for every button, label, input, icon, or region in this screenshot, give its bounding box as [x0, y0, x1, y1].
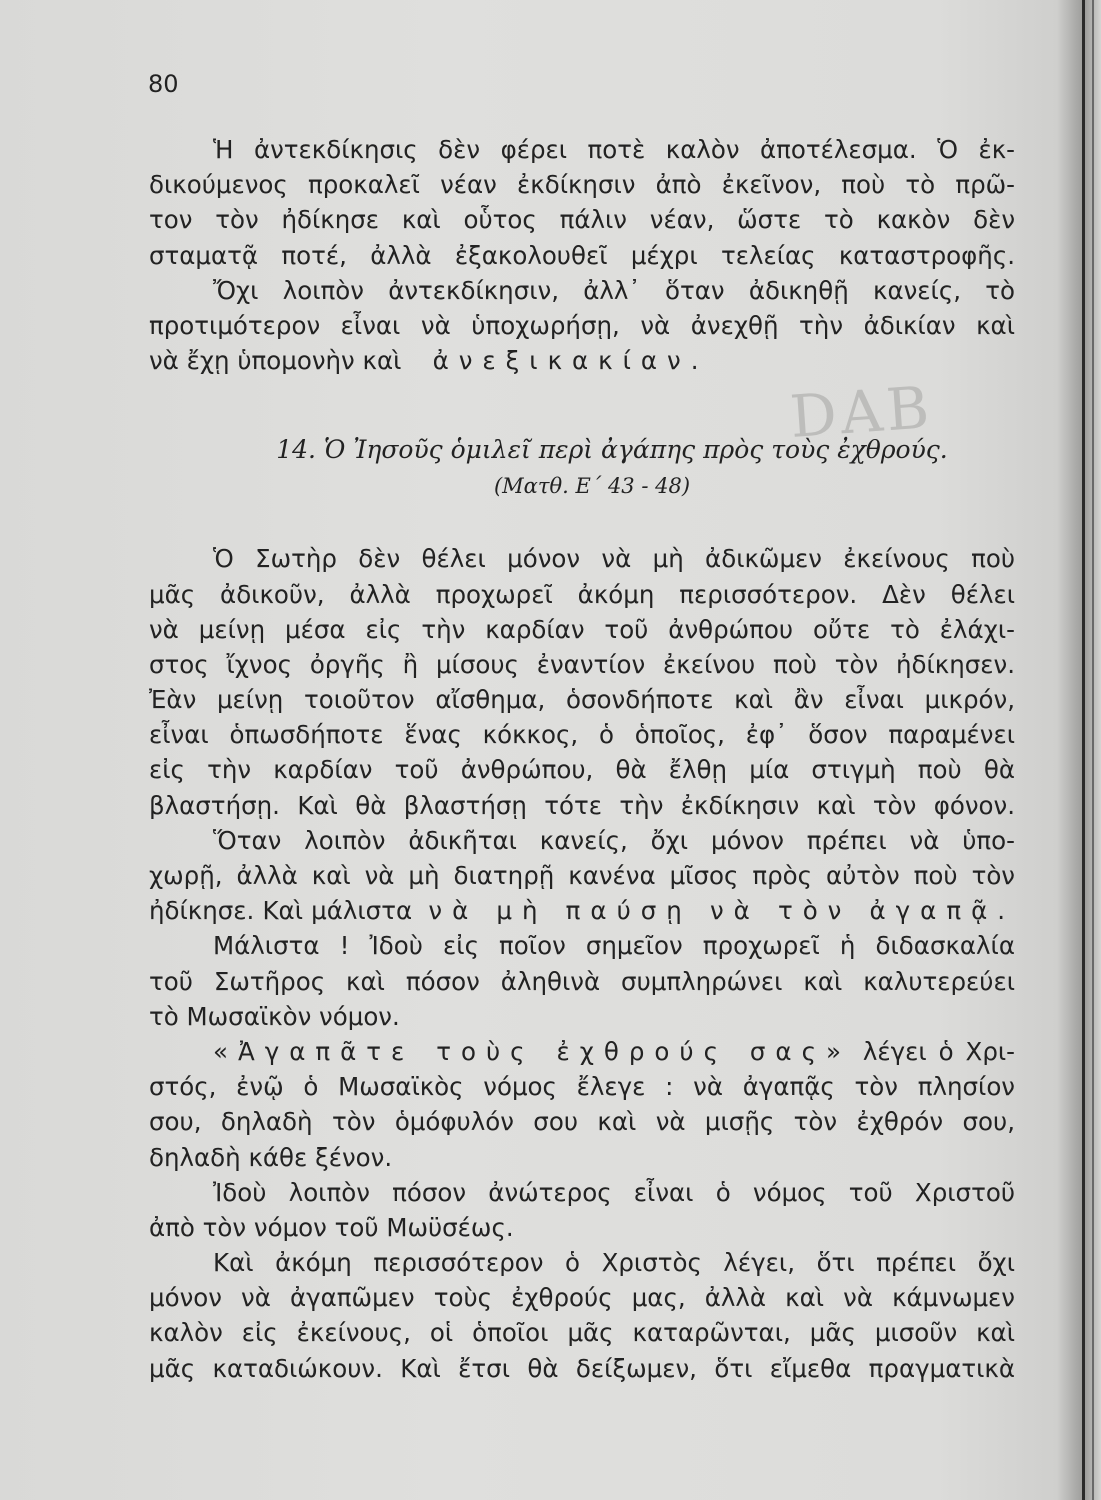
text-line: Μάλιστα ! Ἰδοὺ εἰς ποῖον σημεῖον προχωρεῖ ἡ διδασκαλία [213, 931, 1015, 961]
paragraph-1 [149, 132, 1015, 273]
page-content [149, 132, 1015, 1386]
text-line [149, 893, 1015, 928]
text-line: προτιμότερον εἶναι νὰ ὑποχωρήσῃ, νὰ ἀνεχθῇ τὴν ἀδικίαν καὶ [149, 310, 1015, 340]
emphasized-quote: «Ἀγαπᾶτε τοὺς ἐχθρούς σας» [213, 1036, 851, 1066]
paragraph-5 [149, 928, 1015, 1034]
text-line [149, 1034, 1015, 1069]
emphasized-word: ἀνεξικακίαν. [432, 346, 709, 376]
text-line: Ὄχι λοιπὸν ἀντεκδίκησιν, ἀλλ᾽ ὅταν ἀδικηθῇ κανείς, τὸ [213, 275, 1015, 305]
text-line: Ἡ ἀντεκδίκησις δὲν φέρει ποτὲ καλὸν ἀποτέλεσμα. Ὁ ἐκ- [213, 135, 1015, 164]
text-line: εἰς τὴν καρδίαν τοῦ ἀνθρώπου, θὰ ἔλθῃ μία στιγμὴ ποὺ θὰ [149, 755, 1015, 785]
text-line: βλαστήσῃ. Καὶ θὰ βλαστήσῃ τότε τὴν ἐκδίκησιν καὶ τὸν φόνον. [149, 790, 1015, 820]
text-line: Ἰδοὺ λοιπὸν πόσον ἀνώτερος εἶναι ὁ νόμος τοῦ Χριστοῦ [213, 1177, 1015, 1207]
text-line: Καὶ ἀκόμη περισσότερον ὁ Χριστὸς λέγει, ὅτι πρέπει ὄχι [213, 1248, 1015, 1278]
text-line: Ὅταν λοιπὸν ἀδικῆται κανείς, ὄχι μόνον πρέπει νὰ ὑπο- [213, 825, 1015, 855]
text-line: καλὸν εἰς ἐκείνους, οἱ ὁποῖοι μᾶς καταρῶνται, μᾶς μισοῦν καὶ [149, 1318, 1015, 1348]
paragraph-2 [149, 273, 1015, 379]
text-line: τοῦ Σωτῆρος καὶ πόσον ἀληθινὰ συμπληρώνει καὶ καλυτερεύει [149, 966, 1015, 996]
paragraph-4 [149, 823, 1015, 929]
text-line: Ὁ Σωτὴρ δὲν θέλει μόνον νὰ μὴ ἀδικῶμεν ἐκείνους ποὺ [213, 544, 1015, 574]
text-line: στός, ἐνῷ ὁ Μωσαϊκὸς νόμος ἔλεγε : νὰ ἀγαπᾷς τὸν πλησίον [149, 1072, 1015, 1102]
paragraph-3 [149, 541, 1015, 823]
text-fragment: ἠδίκησε. Καὶ μάλιστα [149, 896, 413, 926]
emphasized-phrase: νὰ μὴ παύσῃ νὰ τὸν ἀγαπᾷ. [428, 896, 1016, 926]
page-edge-shadow [1082, 0, 1085, 1500]
page-number: 80 [148, 70, 179, 98]
section-reference: (Ματθ. Ε΄ 43 - 48) [493, 474, 691, 499]
text-line: Ἐὰν μείνῃ τοιοῦτον αἴσθημα, ὁσονδήποτε καὶ ἂν εἶναι μικρόν, [149, 685, 1015, 715]
text-fragment: νὰ ἔχῃ ὑπομονὴν καὶ [149, 346, 402, 376]
text-line: ἀπὸ τὸν νόμον τοῦ Μωϋσέως. [149, 1212, 514, 1242]
paragraph-6 [149, 1034, 1015, 1175]
paragraph-7 [149, 1175, 1015, 1245]
text-line: μᾶς ἀδικοῦν, ἀλλὰ προχωρεῖ ἀκόμη περισσότερον. Δὲν θέλει [149, 579, 1015, 609]
text-line: σου, δηλαδὴ τὸν ὁμόφυλόν σου καὶ νὰ μισῇς τὸν ἐχθρόν σου, [149, 1107, 1015, 1137]
text-line: σταματᾷ ποτέ, ἀλλὰ ἐξακολουθεῖ μέχρι τελείας καταστροφῆς. [149, 240, 1015, 270]
text-line: χωρῇ, ἀλλὰ καὶ νὰ μὴ διατηρῇ κανένα μῖσος πρὸς αὐτὸν ποὺ τὸν [149, 861, 1015, 890]
text-line [149, 343, 1015, 378]
text-line: τὸ Μωσαϊκὸν νόμον. [149, 1001, 400, 1031]
text-line: εἶναι ὁπωσδήποτε ἕνας κόκκος, ὁ ὁποῖος, ἐφ᾽ ὅσον παραμένει [149, 720, 1015, 750]
paragraph-8 [149, 1245, 1015, 1386]
text-fragment: λέγει ὁ Χρι- [862, 1036, 1015, 1066]
text-line: δηλαδὴ κάθε ξένον. [149, 1142, 393, 1172]
text-line: νὰ μείνῃ μέσα εἰς τὴν καρδίαν τοῦ ἀνθρώπου οὔτε τὸ ἐλάχι- [149, 614, 1015, 644]
page-edge-shadow-secondary [1092, 0, 1094, 1500]
section-title: 14. Ὁ Ἰησοῦς ὁμιλεῖ περὶ ἀγάπης πρὸς τοὺς ἐχθρούς. [276, 435, 948, 465]
text-line: στος ἴχνος ὀργῆς ἢ μίσους ἐναντίον ἐκείνου ποὺ τὸν ἠδίκησεν. [149, 649, 1015, 679]
text-line: τον τὸν ἠδίκησε καὶ οὗτος πάλιν νέαν, ὥστε τὸ κακὸν δὲν [149, 205, 1015, 235]
text-line: μόνον νὰ ἀγαπῶμεν τοὺς ἐχθρούς μας, ἀλλὰ καὶ νὰ κάμνωμεν [149, 1283, 1015, 1313]
faint-stamp: DAB [787, 373, 936, 451]
text-line: δικούμενος προκαλεῖ νέαν ἐκδίκησιν ἀπὸ ἐκεῖνον, ποὺ τὸ πρῶ- [149, 170, 1015, 200]
text-line: μᾶς καταδιώκουν. Καὶ ἔτσι θὰ δείξωμεν, ὅτι εἴμεθα πραγματικὰ [149, 1353, 1015, 1383]
